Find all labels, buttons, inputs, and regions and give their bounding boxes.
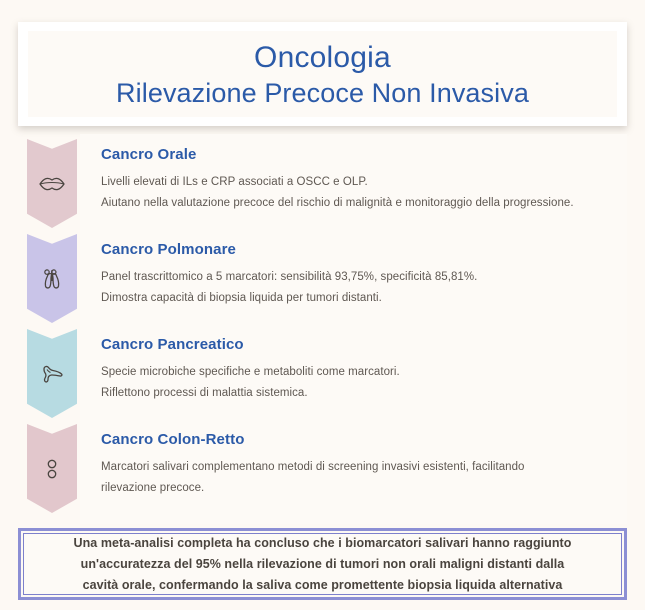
badge-cancro-colon-retto bbox=[27, 424, 77, 513]
conclusion-inner bbox=[23, 533, 622, 595]
section-line: Panel trascrittomico a 5 marcatori: sensibilità 93,75%, specificità 85,81%. bbox=[101, 271, 478, 283]
colon-icon bbox=[42, 456, 62, 482]
header-card bbox=[18, 22, 627, 126]
badge-cancro-pancreatico bbox=[27, 329, 77, 418]
header-inner bbox=[28, 31, 617, 117]
section-line: Dimostra capacità di biopsia liquida per tumori distanti. bbox=[101, 292, 382, 304]
section-body bbox=[101, 327, 631, 403]
pancreas-icon bbox=[39, 363, 65, 385]
section-cancro-orale bbox=[0, 137, 645, 232]
section-title: Cancro Pancreatico bbox=[101, 336, 244, 353]
conclusion-box bbox=[18, 528, 627, 600]
section-line: Marcatori salivari complementano metodi di screening invasivi esistenti, facilitando bbox=[101, 461, 525, 473]
section-line: Riflettono processi di malattia sistemica. bbox=[101, 387, 308, 399]
lips-icon bbox=[38, 175, 66, 193]
section-body bbox=[101, 422, 631, 498]
section-title: Cancro Colon-Retto bbox=[101, 431, 245, 448]
section-title: Cancro Polmonare bbox=[101, 241, 236, 258]
conclusion-line: cavità orale, confermando la saliva come promettente biopsia liquida alternativa bbox=[82, 577, 563, 592]
badge-cancro-polmonare bbox=[27, 234, 77, 323]
lungs-icon bbox=[39, 267, 65, 291]
page-title-line-2: Rilevazione Precoce Non Invasiva bbox=[116, 77, 529, 108]
conclusion-line: Una meta-analisi completa ha concluso che i biomarcatori salivari hanno raggiunto bbox=[73, 535, 572, 550]
section-cancro-colon-retto bbox=[0, 422, 645, 517]
section-line: Livelli elevati di ILs e CRP associati a OSCC e OLP. bbox=[101, 176, 368, 188]
badge-cancro-orale bbox=[27, 139, 77, 228]
section-body bbox=[101, 232, 631, 308]
section-line: Aiutano nella valutazione precoce del rischio di malignità e monitoraggio della progressione. bbox=[101, 197, 574, 209]
section-body bbox=[101, 137, 631, 213]
section-line: rilevazione precoce. bbox=[101, 482, 205, 494]
conclusion-line: un'accuratezza del 95% nella rilevazione di tumori non orali maligni distanti dalla bbox=[80, 556, 565, 571]
section-cancro-pancreatico bbox=[0, 327, 645, 422]
section-cancro-polmonare bbox=[0, 232, 645, 327]
section-line: Specie microbiche specifiche e metaboliti come marcatori. bbox=[101, 366, 400, 378]
page-title-line-1: Oncologia bbox=[254, 40, 391, 74]
section-title: Cancro Orale bbox=[101, 146, 197, 163]
